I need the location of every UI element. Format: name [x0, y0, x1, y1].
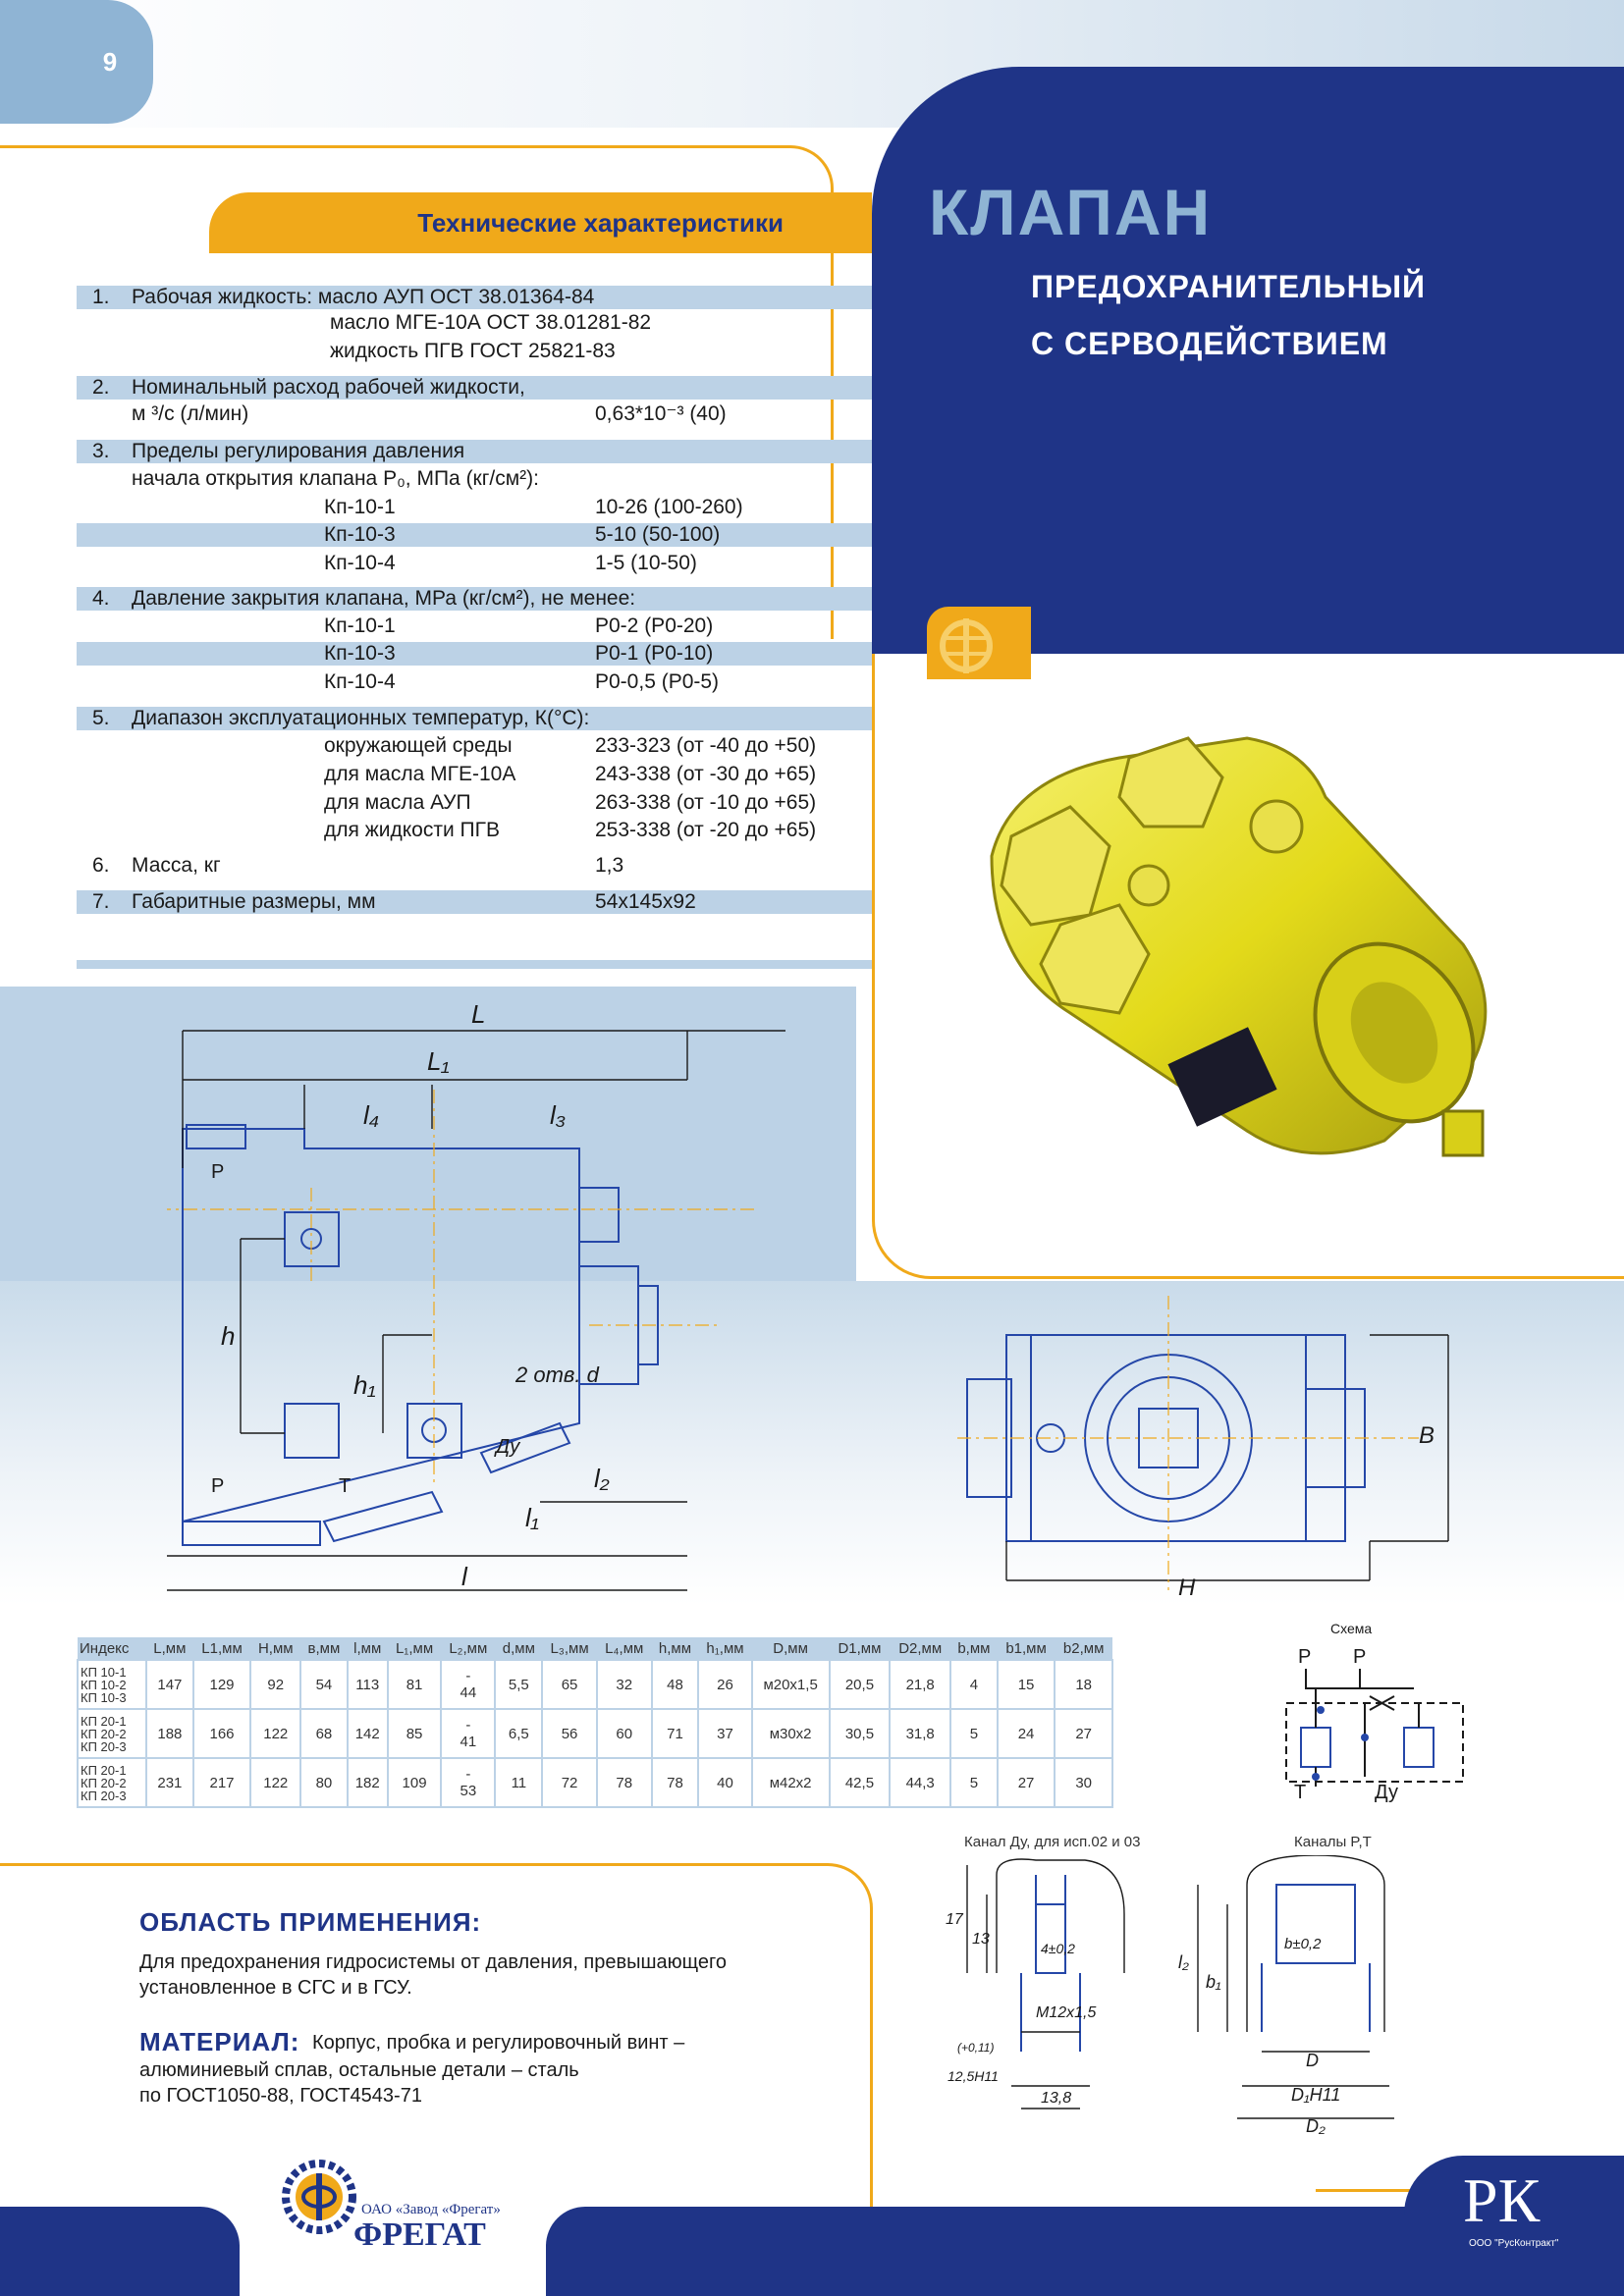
spec-item-value: Р0-1 (Р0-10): [595, 642, 714, 665]
spec-row-1b: [77, 311, 872, 335]
spec-item-name: Кп-10-4: [324, 552, 396, 574]
table-cell: 166: [193, 1709, 251, 1758]
pt-dim-D1: D₁H11: [1291, 2085, 1341, 2105]
side-view-drawing: [167, 991, 815, 1600]
spec-text: Габаритные размеры, мм: [132, 890, 376, 913]
spec-row-4-item: [77, 670, 872, 694]
table-cell: 31,8: [890, 1709, 950, 1758]
spec-text: Давление закрытия клапана, МРа (кг/см²), не менее:: [132, 587, 636, 610]
schema-title: Схема: [1330, 1621, 1373, 1636]
spec-row-1: [77, 286, 872, 309]
schema-port-T: T: [1294, 1782, 1307, 1803]
spec-num: 5.: [92, 707, 110, 729]
product-subtitle-2: С СЕРВОДЕЙСТВИЕМ: [1031, 326, 1388, 361]
channel-pt-caption: Каналы P,T: [1294, 1834, 1372, 1850]
table-cell: 72: [542, 1758, 597, 1807]
frigate-logo-icon: [927, 607, 1031, 679]
index-line: КП 20-3: [81, 1738, 127, 1754]
table-header: h₁,мм: [698, 1637, 751, 1660]
table-header: D,мм: [752, 1637, 830, 1660]
table-cell: 71: [652, 1709, 699, 1758]
table-cell: 122: [250, 1709, 300, 1758]
table-cell: 147: [146, 1660, 193, 1709]
index-line: КП 20-1: [81, 1713, 127, 1729]
dim-h1-label: h₁: [353, 1370, 376, 1400]
channel-du-drawing: [938, 1855, 1164, 2130]
du-dim-4: 4±0,2: [1041, 1941, 1075, 1956]
table-cell: 11: [495, 1758, 542, 1807]
du-dim-tol: (+0,11): [957, 2041, 995, 2055]
footer-brand-name: ФРЕГАТ: [353, 2216, 486, 2253]
spec-item-name: для жидкости ПГВ: [324, 819, 501, 841]
hydraulic-schema: [1276, 1620, 1473, 1806]
dimensions-table: [77, 1637, 1113, 1808]
pt-dim-D2: D₂: [1306, 2116, 1326, 2136]
index-line: КП 10-1: [81, 1664, 127, 1680]
spec-item-value: 243-338 (от -30 до +65): [595, 763, 817, 785]
spec-row-1c: [77, 340, 872, 363]
table-cell: 80: [300, 1758, 347, 1807]
spec-row-5-item: [77, 791, 872, 815]
spec-text: Пределы регулирования давления: [132, 440, 465, 462]
footer-left-bar: [0, 2207, 240, 2296]
spec-num: 4.: [92, 587, 110, 610]
spec-row-3: [77, 440, 872, 463]
spec-item-value: 1-5 (10-50): [595, 552, 697, 574]
dim-h-label: h: [221, 1321, 236, 1351]
spec-item-name: Кп-10-1: [324, 614, 396, 637]
spec-num: 6.: [92, 854, 110, 877]
dim-holes-label: 2 отв. d: [515, 1362, 599, 1387]
spec-row-5: [77, 707, 872, 730]
spec-num: 1.: [92, 286, 110, 308]
spec-divider: [77, 960, 872, 969]
spec-text: Рабочая жидкость: масло АУП ОСТ 38.01364-84: [132, 286, 595, 308]
table-cell: 188: [146, 1709, 193, 1758]
table-cell: 113: [348, 1660, 388, 1709]
dim-H-label: H: [1178, 1575, 1196, 1600]
spec-num: 3.: [92, 440, 110, 462]
table-header-row: [78, 1637, 1112, 1660]
spec-text: Диапазон эксплуатационных температур, К(°С):: [132, 707, 590, 729]
table-header: b1,мм: [998, 1637, 1056, 1660]
port-P-top-label: P: [211, 1161, 225, 1183]
table-header: L₁,мм: [388, 1637, 441, 1660]
table-header: L₄,мм: [597, 1637, 652, 1660]
dim-l3-label: l₃: [550, 1100, 567, 1130]
table-row: [78, 1660, 1112, 1709]
index-line: КП 10-3: [81, 1689, 127, 1705]
l2-value: -: [465, 1668, 471, 1684]
spec-row-3b: [77, 467, 872, 491]
table-cell: 32: [597, 1660, 652, 1709]
l2-value: 44: [460, 1684, 477, 1701]
table-cell: 27: [1055, 1709, 1112, 1758]
table-cell: 44,3: [890, 1758, 950, 1807]
spec-item-value: 5-10 (50-100): [595, 523, 721, 546]
index-line: КП 20-2: [81, 1775, 127, 1790]
application-line-2: установленное в СГС и в ГСУ.: [139, 1977, 412, 1999]
pt-dim-D: D: [1306, 2051, 1319, 2070]
pt-dim-l2: l₂: [1178, 1952, 1189, 1972]
spec-num: 2.: [92, 376, 110, 399]
spec-text: жидкость ПГВ ГОСТ 25821-83: [330, 340, 616, 362]
spec-item-value: 263-338 (от -10 до +65): [595, 791, 817, 814]
table-cell: 68: [300, 1709, 347, 1758]
dim-l-label: l: [461, 1562, 467, 1591]
pt-dim-b: b±0,2: [1284, 1936, 1322, 1952]
spec-row-7: [77, 890, 872, 914]
table-cell: м42х2: [752, 1758, 830, 1807]
pt-dim-b1: b₁: [1206, 1972, 1221, 1992]
spec-item-name: Кп-10-3: [324, 523, 396, 546]
spec-row-3-item: [77, 552, 872, 575]
product-subtitle-1: ПРЕДОХРАНИТЕЛЬНЫЙ: [1031, 269, 1427, 304]
table-cell: 30: [1055, 1758, 1112, 1807]
table-cell: 92: [250, 1660, 300, 1709]
table-cell: м20х1,5: [752, 1660, 830, 1709]
valve-photo: [952, 719, 1522, 1170]
application-line-1: Для предохранения гидросистемы от давления, превышающего: [139, 1951, 728, 1973]
table-cell: 4: [950, 1660, 998, 1709]
page-number: 9: [102, 46, 118, 77]
table-cell: 15: [998, 1660, 1056, 1709]
channel-pt-drawing: [1168, 1855, 1463, 2150]
spec-row-2b: [77, 402, 872, 426]
material-line-2: алюминиевый сплав, остальные детали – сталь: [139, 2059, 579, 2081]
table-cell-l2: [441, 1758, 495, 1807]
spec-row-5-item: [77, 763, 872, 786]
tech-characteristics-header: Технические характеристики: [209, 192, 872, 253]
spec-row-2: [77, 376, 872, 400]
table-cell-index: [78, 1709, 146, 1758]
frigate-gear-logo-icon: [280, 2158, 358, 2236]
footer-rk-company: ООО "РусКонтракт": [1469, 2238, 1559, 2249]
port-T-label: T: [339, 1475, 352, 1497]
table-header: D2,мм: [890, 1637, 950, 1660]
table-header: b,мм: [950, 1637, 998, 1660]
material-line-1: Корпус, пробка и регулировочный винт –: [312, 2032, 685, 2054]
du-dim-125: 12,5H11: [947, 2068, 999, 2084]
spec-row-4-item: [77, 614, 872, 638]
table-cell: 40: [698, 1758, 751, 1807]
dim-l4-label: l₄: [363, 1100, 380, 1130]
spec-text: начала открытия клапана P₀, МПа (кг/см²):: [132, 467, 539, 490]
dim-l2-label: l₂: [594, 1464, 610, 1493]
table-cell: 48: [652, 1660, 699, 1709]
table-cell: 217: [193, 1758, 251, 1807]
spec-row-3-item: [77, 496, 872, 519]
index-line: КП 10-2: [81, 1677, 127, 1692]
spec-item-value: 233-323 (от -40 до +50): [595, 734, 817, 757]
spec-item-name: для масла АУП: [324, 791, 471, 814]
footer-company-name: ОАО «Завод «Фрегат»: [361, 2202, 501, 2217]
table-cell: 78: [597, 1758, 652, 1807]
table-cell: 24: [998, 1709, 1056, 1758]
table-cell: 26: [698, 1660, 751, 1709]
table-cell: 42,5: [830, 1758, 891, 1807]
table-cell: м30х2: [752, 1709, 830, 1758]
table-cell-index: [78, 1660, 146, 1709]
table-cell-l2: [441, 1660, 495, 1709]
spec-item-value: 10-26 (100-260): [595, 496, 743, 518]
spec-text: Масса, кг: [132, 854, 221, 877]
table-cell: 5: [950, 1709, 998, 1758]
table-cell: 129: [193, 1660, 251, 1709]
table-cell: 18: [1055, 1660, 1112, 1709]
dim-L1-label: L₁: [427, 1046, 450, 1076]
table-cell: 6,5: [495, 1709, 542, 1758]
table-cell: 5: [950, 1758, 998, 1807]
spec-value: 54x145x92: [595, 890, 696, 913]
spec-row-3-item: [77, 523, 872, 547]
table-cell: 122: [250, 1758, 300, 1807]
spec-item-value: Р0-0,5 (Р0-5): [595, 670, 720, 693]
spec-item-value: Р0-2 (Р0-20): [595, 614, 714, 637]
table-cell: 56: [542, 1709, 597, 1758]
table-cell: 30,5: [830, 1709, 891, 1758]
table-cell: 37: [698, 1709, 751, 1758]
spec-item-name: Кп-10-3: [324, 642, 396, 665]
spec-value: 1,3: [595, 854, 624, 877]
material-title: МАТЕРИАЛ:: [139, 2027, 300, 2056]
table-header: l,мм: [348, 1637, 388, 1660]
table-cell: 65: [542, 1660, 597, 1709]
table-cell: 182: [348, 1758, 388, 1807]
table-cell: 5,5: [495, 1660, 542, 1709]
spec-item-name: окружающей среды: [324, 734, 513, 757]
spec-text: масло МГЕ-10А ОСТ 38.01281-82: [330, 311, 652, 334]
table-cell: 85: [388, 1709, 441, 1758]
table-cell-index: [78, 1758, 146, 1807]
table-cell: 142: [348, 1709, 388, 1758]
table-cell: 81: [388, 1660, 441, 1709]
channel-du-caption: Канал Ду, для исп.02 и 03: [964, 1834, 1141, 1850]
top-view-drawing: [957, 1296, 1468, 1600]
dim-L-label: L: [471, 999, 486, 1029]
du-dim-13: 13: [972, 1931, 990, 1948]
table-cell: 231: [146, 1758, 193, 1807]
spec-text: Номинальный расход рабочей жидкости,: [132, 376, 525, 399]
table-header: D1,мм: [830, 1637, 891, 1660]
spec-item-name: Кп-10-4: [324, 670, 396, 693]
table-row: [78, 1758, 1112, 1807]
spec-text: м ³/с (л/мин): [132, 402, 249, 425]
index-line: КП 20-3: [81, 1788, 127, 1803]
schema-port-P1: P: [1298, 1646, 1312, 1668]
table-header: L₃,мм: [542, 1637, 597, 1660]
dim-du-label: Ду: [496, 1436, 520, 1458]
table-header: d,мм: [495, 1637, 542, 1660]
table-cell: 60: [597, 1709, 652, 1758]
index-line: КП 20-1: [81, 1762, 127, 1778]
table-row: [78, 1709, 1112, 1758]
du-dim-thread: M12x1,5: [1036, 2004, 1097, 2021]
du-dim-17: 17: [946, 1911, 963, 1928]
table-cell: 27: [998, 1758, 1056, 1807]
material-line-3: по ГОСТ1050-88, ГОСТ4543-71: [139, 2085, 422, 2107]
port-P-bottom-label: P: [211, 1475, 225, 1497]
application-title: ОБЛАСТЬ ПРИМЕНЕНИЯ:: [139, 1907, 482, 1937]
spec-item-name: Кп-10-1: [324, 496, 396, 518]
spec-row-6: [77, 854, 872, 878]
table-header: L1,мм: [193, 1637, 251, 1660]
page-number-tab: [0, 0, 153, 124]
spec-value: 0,63*10⁻³ (40): [595, 402, 727, 425]
table-header: H,мм: [250, 1637, 300, 1660]
product-title: КЛАПАН: [929, 176, 1213, 248]
l2-value: -: [465, 1717, 471, 1734]
table-cell: 54: [300, 1660, 347, 1709]
spec-num: 7.: [92, 890, 110, 913]
spec-item-name: для масла МГЕ-10А: [324, 763, 516, 785]
table-header: L₂,мм: [441, 1637, 495, 1660]
table-cell: 78: [652, 1758, 699, 1807]
dim-l1-label: l₁: [525, 1503, 539, 1532]
dim-B-label: B: [1419, 1422, 1435, 1449]
spec-row-4-item: [77, 642, 872, 666]
l2-value: 41: [460, 1734, 477, 1750]
table-header: L,мм: [146, 1637, 193, 1660]
table-header: Индекс: [78, 1637, 146, 1660]
table-header: h,мм: [652, 1637, 699, 1660]
l2-value: -: [465, 1766, 471, 1783]
schema-port-P2: P: [1353, 1646, 1367, 1668]
index-line: КП 20-2: [81, 1726, 127, 1741]
table-cell: 21,8: [890, 1660, 950, 1709]
table-header: b2,мм: [1055, 1637, 1112, 1660]
table-cell: 20,5: [830, 1660, 891, 1709]
footer-rk-logo: РК: [1463, 2165, 1541, 2235]
spec-item-value: 253-338 (от -20 до +65): [595, 819, 817, 841]
du-dim-138: 13,8: [1041, 2090, 1072, 2107]
table-cell-l2: [441, 1709, 495, 1758]
l2-value: 53: [460, 1783, 477, 1799]
table-header: в,мм: [300, 1637, 347, 1660]
schema-port-Du: Ду: [1375, 1782, 1398, 1803]
spec-row-4: [77, 587, 872, 611]
table-cell: 109: [388, 1758, 441, 1807]
spec-row-5-item: [77, 734, 872, 758]
spec-row-5-item: [77, 819, 872, 842]
